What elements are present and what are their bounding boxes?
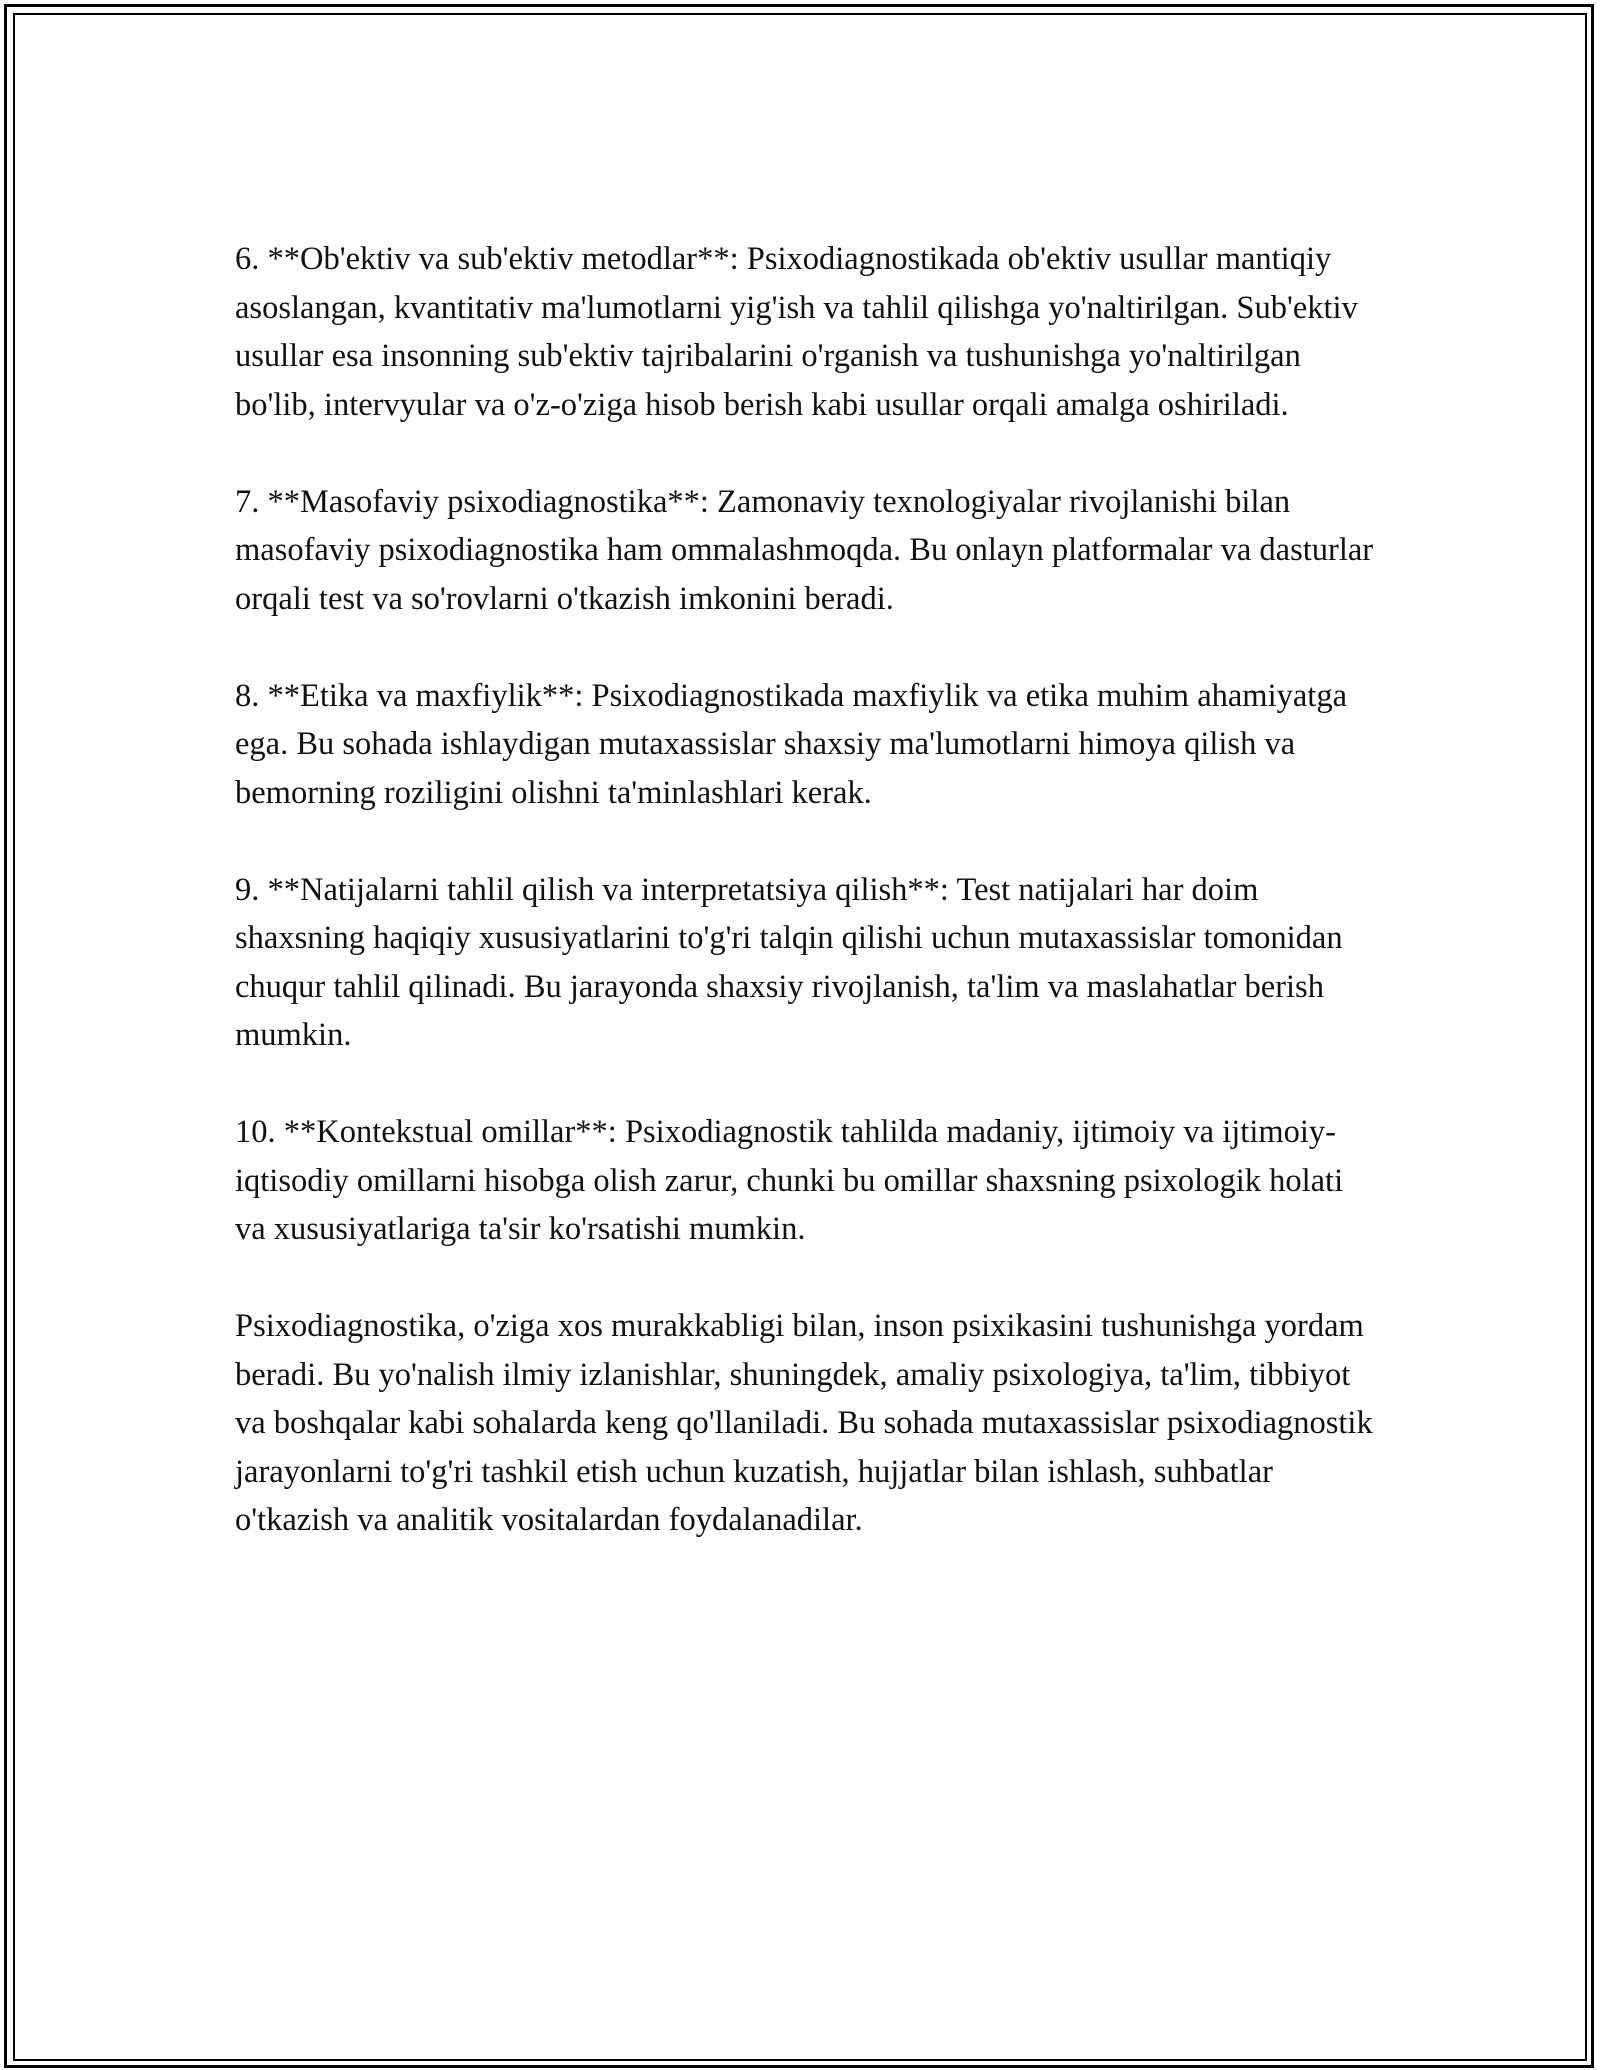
paragraph-objective-subjective-methods: 6. **Ob'ektiv va sub'ektiv metodlar**: Psixodiagnostikada ob'ektiv usullar mantiqiy asoslangan, kvantitativ ma'lumotlarni yig'ish va tahlil qilishga yo'naltirilgan. Sub'ektiv usullar esa insonning sub'ektiv tajribalarini o'rganish va tushunishga yo'naltirilgan bo'lib, intervyular va o'z-o'ziga hisob berish kabi usullar orqali amalga oshiriladi.	[235, 241, 1358, 423]
paragraph-results-interpretation: 9. **Natijalarni tahlil qilish va interpretatsiya qilish**: Test natijalari har doim shaxsning haqiqiy xususiyatlarini to'g'ri talqin qilishi uchun mutaxassislar tomonidan chuqur tahlil qilinadi. Bu jarayonda shaxsiy rivojlanish, ta'lim va maslahatlar berish mumkin.	[235, 871, 1343, 1053]
paragraph-contextual-factors: 10. **Kontekstual omillar**: Psixodiagnostik tahlilda madaniy, ijtimoiy va ijtimoiy-iqtisodiy omillarni hisobga olish zarur, chunki bu omillar shaxsning psixologik holati va xususiyatlariga ta'sir ko'rsatishi mumkin.	[235, 1114, 1344, 1247]
paragraph-ethics-confidentiality: 8. **Etika va maxfiylik**: Psixodiagnostikada maxfiylik va etika muhim ahamiyatga ega. Bu sohada ishlaydigan mutaxassislar shaxsiy ma'lumotlarni himoya qilish va bemorning roziligini olishni ta'minlashlari kerak.	[235, 677, 1347, 811]
paragraph-remote-psychodiagnostics: 7. **Masofaviy psixodiagnostika**: Zamonaviy texnologiyalar rivojlanishi bilan masofaviy psixodiagnostika ham ommalashmoqda. Bu onlayn platformalar va dasturlar orqali test va so'rovlarni o'tkazish imkonini beradi.	[235, 483, 1374, 617]
document-body	[235, 235, 1375, 1545]
paragraph-conclusion: Psixodiagnostika, o'ziga xos murakkabligi bilan, inson psixikasini tushunishga yordam beradi. Bu yo'nalish ilmiy izlanishlar, shuningdek, amaliy psixologiya, ta'lim, tibbiyot va boshqalar kabi sohalarda keng qo'llaniladi. Bu sohada mutaxassislar psixodiagnostik jarayonlarni to'g'ri tashkil etish uchun kuzatish, hujjatlar bilan ishlash, suhbatlar o'tkazish va analitik vositalardan foydalanadilar.	[235, 1308, 1373, 1538]
